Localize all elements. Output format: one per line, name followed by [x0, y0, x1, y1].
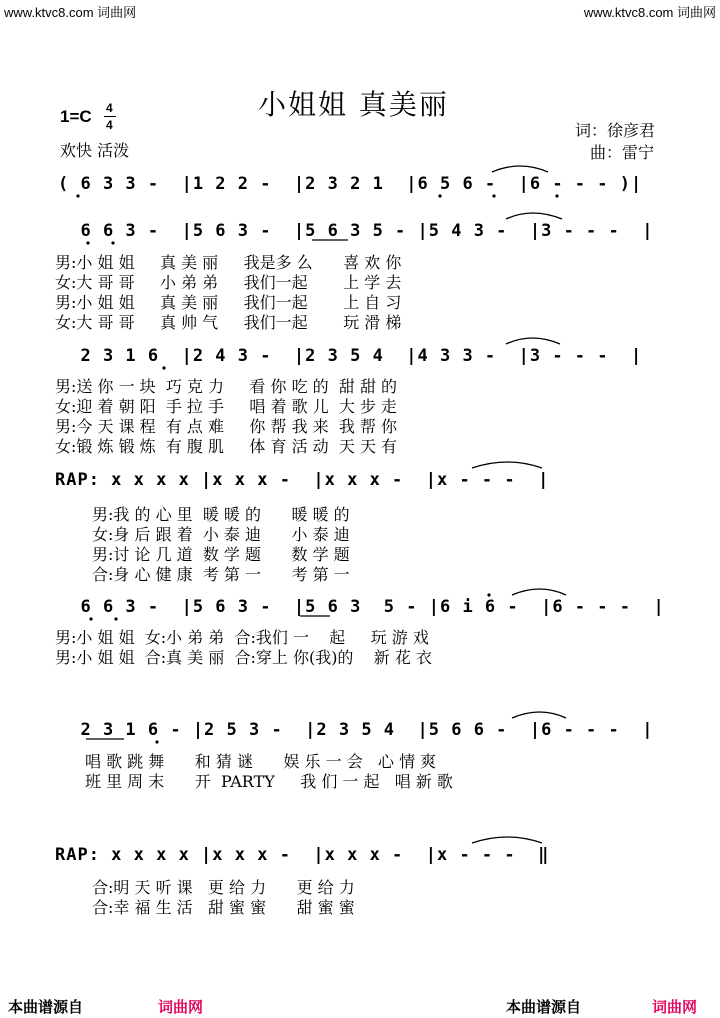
tie-mark [512, 589, 566, 595]
footer-right-brand[interactable]: 词曲网 [652, 999, 698, 1016]
lyric-line: 女:大 哥 哥 真 帅 气 我们一起 玩 滑 梯 [55, 313, 402, 332]
lyric-line: 男:小 姐 姐 合:真 美 丽 合:穿上 你(我)的 新 花 衣 [55, 648, 432, 667]
lyric-line: 男:讨 论 几 道 数 学 题 数 学 题 [92, 545, 350, 564]
footer-right-label: 本曲谱源自 [506, 998, 582, 1016]
lyric-line: 男:今 天 课 程 有 点 难 你 帮 我 来 我 帮 你 [55, 417, 398, 436]
octave-dot [492, 194, 495, 197]
staff-line-2: 6 6 3 - |5 6 3 - |5 6 3 5 - |5 4 3 - |3 - - - | [58, 221, 654, 241]
lyric-line: 女:锻 炼 锻 炼 有 腹 肌 体 育 活 动 天 天 有 [55, 437, 398, 456]
tie-mark [472, 837, 542, 843]
footer-left-label: 本曲谱源自 [8, 998, 84, 1016]
tie-mark [506, 338, 560, 344]
lyric-line: 女:迎 着 朝 阳 手 拉 手 唱 着 歌 儿 大 步 走 [55, 397, 398, 416]
staff-rap-1: RAP: x x x x |x x x - |x x x - |x - - - | [55, 470, 550, 490]
staff-line-6: 2 3 1 6 - |2 5 3 - |2 3 5 4 |5 6 6 - |6 - - - | [58, 720, 654, 740]
octave-dot [111, 241, 114, 244]
octave-dot [76, 194, 79, 197]
staff-line-3: 2 3 1 6 |2 4 3 - |2 3 5 4 |4 3 3 - |3 - - - | [58, 346, 643, 366]
octave-dot [114, 617, 117, 620]
lyric-line: 男:我 的 心 里 暖 暖 的 暖 暖 的 [92, 505, 350, 524]
meter-bottom: 4 [106, 118, 113, 132]
staff-line-1: ( 6 3 3 - |1 2 2 - |2 3 2 1 |6 5 6 - |6 - - - )| [58, 174, 643, 194]
lyric-line: 男:小 姐 姐 真 美 丽 我们一起 上 自 习 [55, 293, 402, 312]
octave-dot [162, 366, 165, 369]
octave-dot [438, 194, 441, 197]
lyric-line: 合:明 天 听 课 更 给 力 更 给 力 [92, 878, 355, 897]
octave-dot [487, 593, 490, 596]
tempo-marking: 欢快 活泼 [60, 141, 130, 160]
song-title: 小姐姐 真美丽 [258, 88, 449, 121]
footer-left-brand[interactable]: 词曲网 [158, 999, 204, 1016]
staff-rap-2: RAP: x x x x |x x x - |x x x - |x - - - ‖ [55, 845, 550, 865]
tie-mark [512, 712, 566, 718]
octave-dot [555, 194, 558, 197]
lyric-line: 唱 歌 跳 舞 和 猜 谜 娱 乐 一 会 心 情 爽 [85, 752, 437, 771]
lyric-line: 合:幸 福 生 活 甜 蜜 蜜 甜 蜜 蜜 [92, 898, 355, 917]
watermark-left: www.ktvc8.com 词曲网 [4, 5, 137, 20]
lyric-line: 男:小 姐 姐 真 美 丽 我是多 么 喜 欢 你 [55, 253, 402, 272]
octave-dot [86, 241, 89, 244]
staff-line-5: 6 6 3 - |5 6 3 - |5 6 3 5 - |6 i 6 - |6 - - - | [58, 597, 665, 617]
octave-dot [155, 740, 158, 743]
meter-top: 4 [106, 101, 113, 115]
lyric-line: 合:身 心 健 康 考 第 一 考 第 一 [92, 565, 350, 584]
lyric-line: 女:大 哥 哥 小 弟 弟 我们一起 上 学 去 [55, 273, 402, 292]
tie-mark [472, 462, 542, 468]
lyricist: 词：徐彦君 [575, 121, 656, 140]
lyric-line: 女:身 后 跟 着 小 泰 迪 小 泰 迪 [92, 525, 350, 544]
lyric-line: 男:送 你 一 块 巧 克 力 看 你 吃 的 甜 甜 的 [55, 377, 398, 396]
lyric-line: 男:小 姐 姐 女:小 弟 弟 合:我们 一 起 玩 游 戏 [55, 628, 429, 647]
tie-mark [506, 213, 562, 219]
lyric-line: 班 里 周 末 开 PARTY 我 们 一 起 唱 新 歌 [85, 772, 453, 791]
composer: 曲：雷宁 [590, 143, 655, 162]
key-signature: 1=C [60, 107, 92, 126]
watermark-right: www.ktvc8.com 词曲网 [583, 5, 716, 20]
tie-mark [492, 166, 548, 172]
octave-dot [89, 617, 92, 620]
